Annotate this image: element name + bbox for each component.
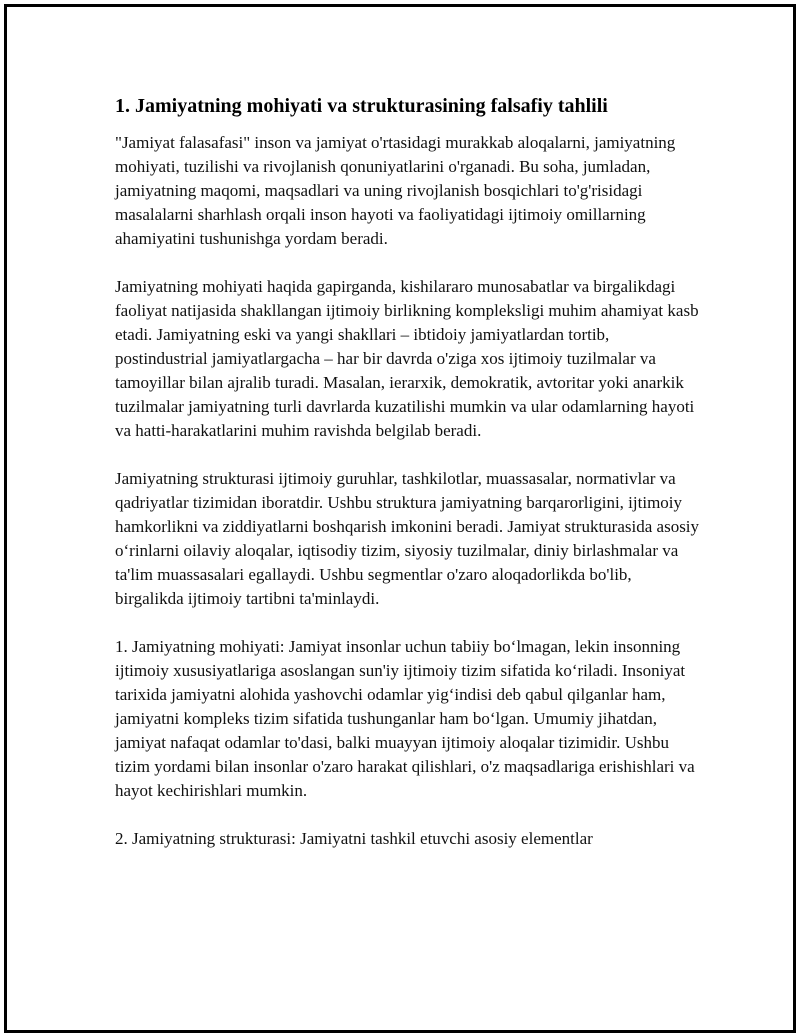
paragraph-structure: Jamiyatning strukturasi ijtimoiy guruhlar, tashkilotlar, muassasalar, normativlar va qadriyatlar tizimidan iboratdir. Ushbu struktura jamiyatning barqarorligini, ijtimoiy hamkorlikni va ziddiyatlarni boshqarish imkonini beradi. Jamiyat strukturasida asosiy o‘rinlarni oilaviy aloqalar, iqtisodiy tizim, siyosiy tuzilmalar, diniy birlashmalar va ta'lim muassasalari egallaydi. Ushbu segmentlar o'zaro aloqadorlikda bo'lib, birgalikda ijtimoiy tartibni ta'minlaydi.: [115, 469, 700, 608]
paragraph-intro: "Jamiyat falasafasi" inson va jamiyat o'rtasidagi murakkab aloqalarni, jamiyatning mohiyati, tuzilishi va rivojlanish qonuniyatlarini o'rganadi. Bu soha, jumladan, jamiyatning maqomi, maqsadlari va uning rivojlanish bosqichlari to'g'risidagi masalalarni sharhlash orqali inson hayoti va faoliyatidagi ijtimoiy omillarning ahamiyatini tushunishga yordam beradi.: [115, 133, 676, 248]
section-heading: 1. Jamiyatning mohiyati va strukturasining falsafiy tahlili: [115, 95, 608, 117]
document-body: [115, 93, 700, 875]
paragraph-essence: Jamiyatning mohiyati haqida gapirganda, kishilararo munosabatlar va birgalikdagi faoliyat natijasida shakllangan ijtimoiy birlikning kompleksligi muhim ahamiyat kasb etadi. Jamiyatning eski va yangi shakllari – ibtidoiy jamiyatlardan tortib, postindustrial jamiyatlargacha – har bir davrda o'ziga xos ijtimoiy tuzilmalar va tamoyillar bilan ajralib turadi. Masalan, ierarxik, demokratik, avtoritar yoki anarkik tuzilmalar jamiyatning turli davrlarda kuzatilishi mumkin va ular odamlarning hayoti va hatti-harakatlarini muhim ravishda belgilab beradi.: [115, 277, 699, 440]
paragraph-point-1: 1. Jamiyatning mohiyati: Jamiyat insonlar uchun tabiiy bo‘lmagan, lekin insonning ijtimoiy xususiyatlariga asoslangan sun'iy ijtimoiy tizim sifatida ko‘riladi. Insoniyat tarixida jamiyatni alohida yashovchi odamlar yig‘indisi deb qabul qilganlar ham, jamiyatni kompleks tizim sifatida tushunganlar ham bo‘lgan. Umumiy jihatdan, jamiyat nafaqat odamlar to'dasi, balki muayyan ijtimoiy aloqalar tizimidir. Ushbu tizim yordami bilan insonlar o'zaro harakat qilishlari, o'z maqsadlariga erishishlari va hayot kechirishlari mumkin.: [115, 637, 695, 800]
paragraph-point-2: 2. Jamiyatning strukturasi: Jamiyatni tashkil etuvchi asosiy elementlar: [115, 829, 593, 848]
